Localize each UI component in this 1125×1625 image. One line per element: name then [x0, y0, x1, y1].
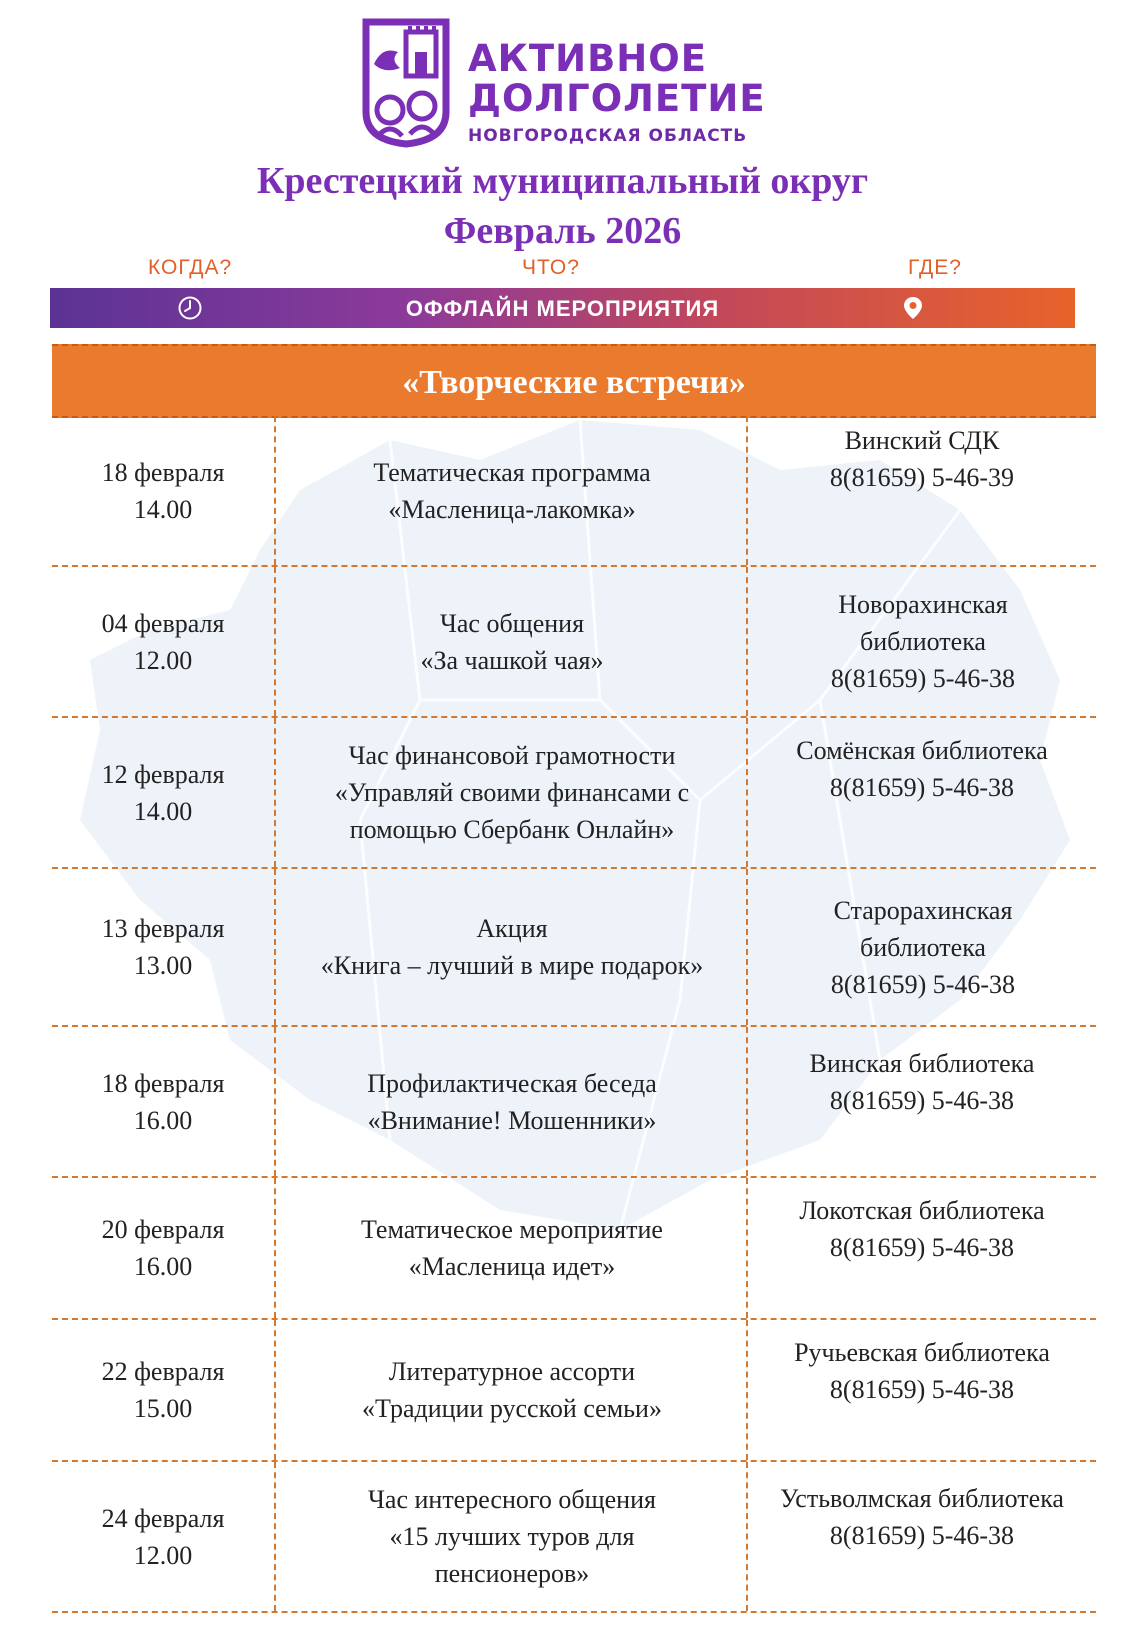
section-header	[52, 344, 1096, 418]
offline-events-bar	[50, 288, 1075, 328]
event-row	[52, 718, 1096, 869]
event-row	[52, 1462, 1096, 1613]
event-what: Литературное ассорти «Традиции русской семьи»	[274, 1320, 748, 1460]
event-what: Профилактическая беседа «Внимание! Мошенники»	[274, 1027, 748, 1176]
logo-title-line2: ДОЛГОЛЕТИЕ	[468, 77, 766, 120]
event-what: Час общения «За чашкой чая»	[274, 567, 748, 716]
events-table	[52, 416, 1096, 1613]
event-where: Сомёнская библиотека 8(81659) 5-46-38	[746, 718, 1096, 867]
event-what: Акция «Книга – лучший в мире подарок»	[274, 869, 748, 1025]
section-title: «Творческие встречи»	[402, 364, 746, 401]
page-month: Февраль 2026	[443, 210, 682, 252]
column-label-when: КОГДА?	[148, 256, 233, 279]
event-row	[52, 567, 1096, 718]
location-pin-icon	[900, 295, 926, 321]
event-when: 13 февраля 13.00	[101, 914, 225, 980]
logo-title-line1: АКТИВНОЕ	[468, 37, 707, 80]
event-what: Тематическое мероприятие «Масленица идет»	[274, 1178, 748, 1318]
event-what: Час финансовой грамотности «Управляй своими финансами с помощью Сбербанк Онлайн»	[274, 718, 748, 867]
event-where: Винский СДК 8(81659) 5-46-39	[746, 416, 1096, 565]
event-where: Новорахинская библиотека 8(81659) 5-46-38	[746, 567, 1098, 716]
event-where: Устьволмская библиотека 8(81659) 5-46-38	[746, 1462, 1096, 1611]
event-what: Тематическая программа «Масленица-лакомка»	[274, 416, 748, 565]
event-where: Ручьевская библиотека 8(81659) 5-46-38	[746, 1320, 1096, 1460]
event-when: 24 февраля 12.00	[101, 1503, 225, 1570]
page-title: Крестецкий муниципальный округ	[256, 160, 869, 202]
event-row	[52, 1027, 1096, 1178]
logo-region: НОВГОРОДСКАЯ ОБЛАСТЬ	[468, 126, 748, 146]
event-when: 12 февраля 14.00	[101, 759, 225, 826]
event-when: 18 февраля 16.00	[101, 1068, 225, 1135]
active-longevity-emblem-icon	[360, 16, 452, 148]
logo	[360, 16, 780, 152]
event-when: 04 февраля 12.00	[101, 608, 225, 675]
offline-events-label: ОФФЛАЙН МЕРОПРИЯТИЯ	[405, 296, 720, 321]
event-row	[52, 869, 1096, 1027]
event-row	[52, 416, 1096, 567]
event-when: 20 февраля 16.00	[101, 1215, 225, 1281]
event-where: Старорахинская библиотека 8(81659) 5-46-38	[746, 869, 1098, 1025]
column-label-where: ГДЕ?	[908, 256, 962, 279]
event-what: Час интересного общения «15 лучших туров для пенсионеров»	[274, 1462, 748, 1611]
event-row	[52, 1320, 1096, 1462]
event-row	[52, 1178, 1096, 1320]
column-label-what: ЧТО?	[522, 256, 580, 279]
event-where: Винская библиотека 8(81659) 5-46-38	[746, 1027, 1096, 1176]
event-when: 22 февраля 15.00	[101, 1357, 225, 1423]
event-where: Локотская библиотека 8(81659) 5-46-38	[746, 1178, 1096, 1318]
event-when: 18 февраля 14.00	[101, 457, 225, 524]
